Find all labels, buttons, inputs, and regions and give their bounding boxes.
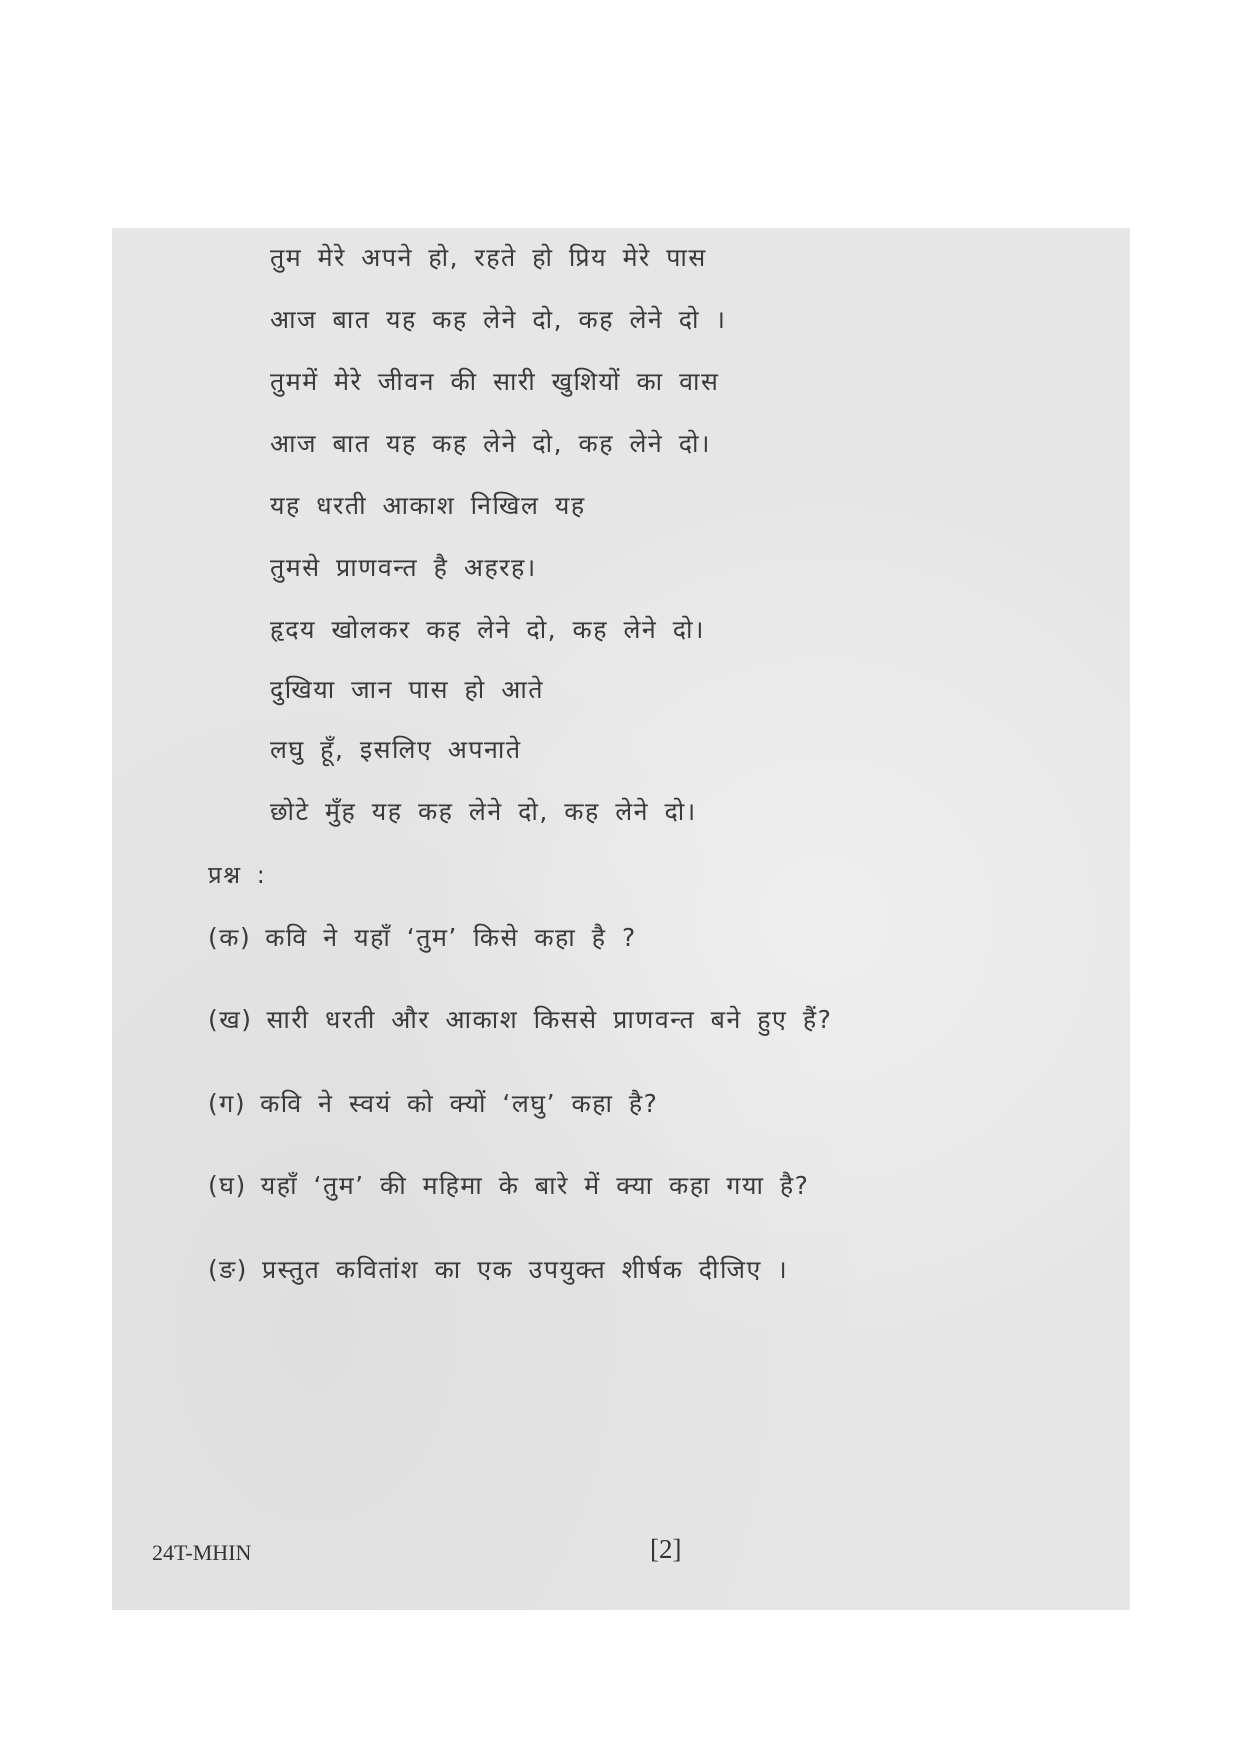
question-text: सारी धरती और आकाश किससे प्राणवन्त बने हुए हैं? (266, 1005, 833, 1034)
poem-line: यह धरती आकाश निखिल यह (270, 491, 586, 520)
question-item (208, 1086, 658, 1120)
question-label: (क) (208, 923, 252, 952)
question-item (208, 920, 637, 954)
question-label: (ख) (208, 1005, 253, 1034)
question-text: यहाँ ‘तुम’ की महिमा के बारे में क्या कहा गया है? (260, 1171, 810, 1200)
poem-line: हृदय खोलकर कह लेने दो, कह लेने दो। (270, 615, 705, 644)
question-item (208, 1168, 809, 1202)
poem-line: छोटे मुँह यह कह लेने दो, कह लेने दो। (270, 797, 697, 826)
question-text: कवि ने स्वयं को क्यों ‘लघु’ कहा है? (260, 1089, 659, 1118)
page-number: [2] (650, 1534, 682, 1564)
question-text: कवि ने यहाँ ‘तुम’ किसे कहा है ? (265, 923, 637, 952)
question-item (208, 1002, 832, 1036)
question-label: (घ) (208, 1171, 247, 1200)
poem-line: तुमसे प्राणवन्त है अहरह। (270, 553, 537, 582)
question-label: (ङ) (208, 1255, 248, 1284)
poem-line: आज बात यह कह लेने दो, कह लेने दो । (270, 305, 727, 334)
question-label: (ग) (208, 1089, 247, 1118)
poem-line: आज बात यह कह लेने दो, कह लेने दो। (270, 429, 711, 458)
questions-heading: प्रश्न : (208, 861, 267, 889)
poem-line: लघु हूँ, इसलिए अपनाते (270, 735, 522, 764)
paper-code: 24T-MHIN (152, 1540, 252, 1565)
question-text: प्रस्तुत कवितांश का एक उपयुक्त शीर्षक दीजिए । (261, 1255, 789, 1284)
poem-line: दुखिया जान पास हो आते (270, 675, 544, 704)
poem-line: तुममें मेरे जीवन की सारी खुशियों का वास (270, 367, 720, 396)
poem-line: तुम मेरे अपने हो, रहते हो प्रिय मेरे पास (270, 243, 707, 272)
question-item (208, 1252, 788, 1286)
